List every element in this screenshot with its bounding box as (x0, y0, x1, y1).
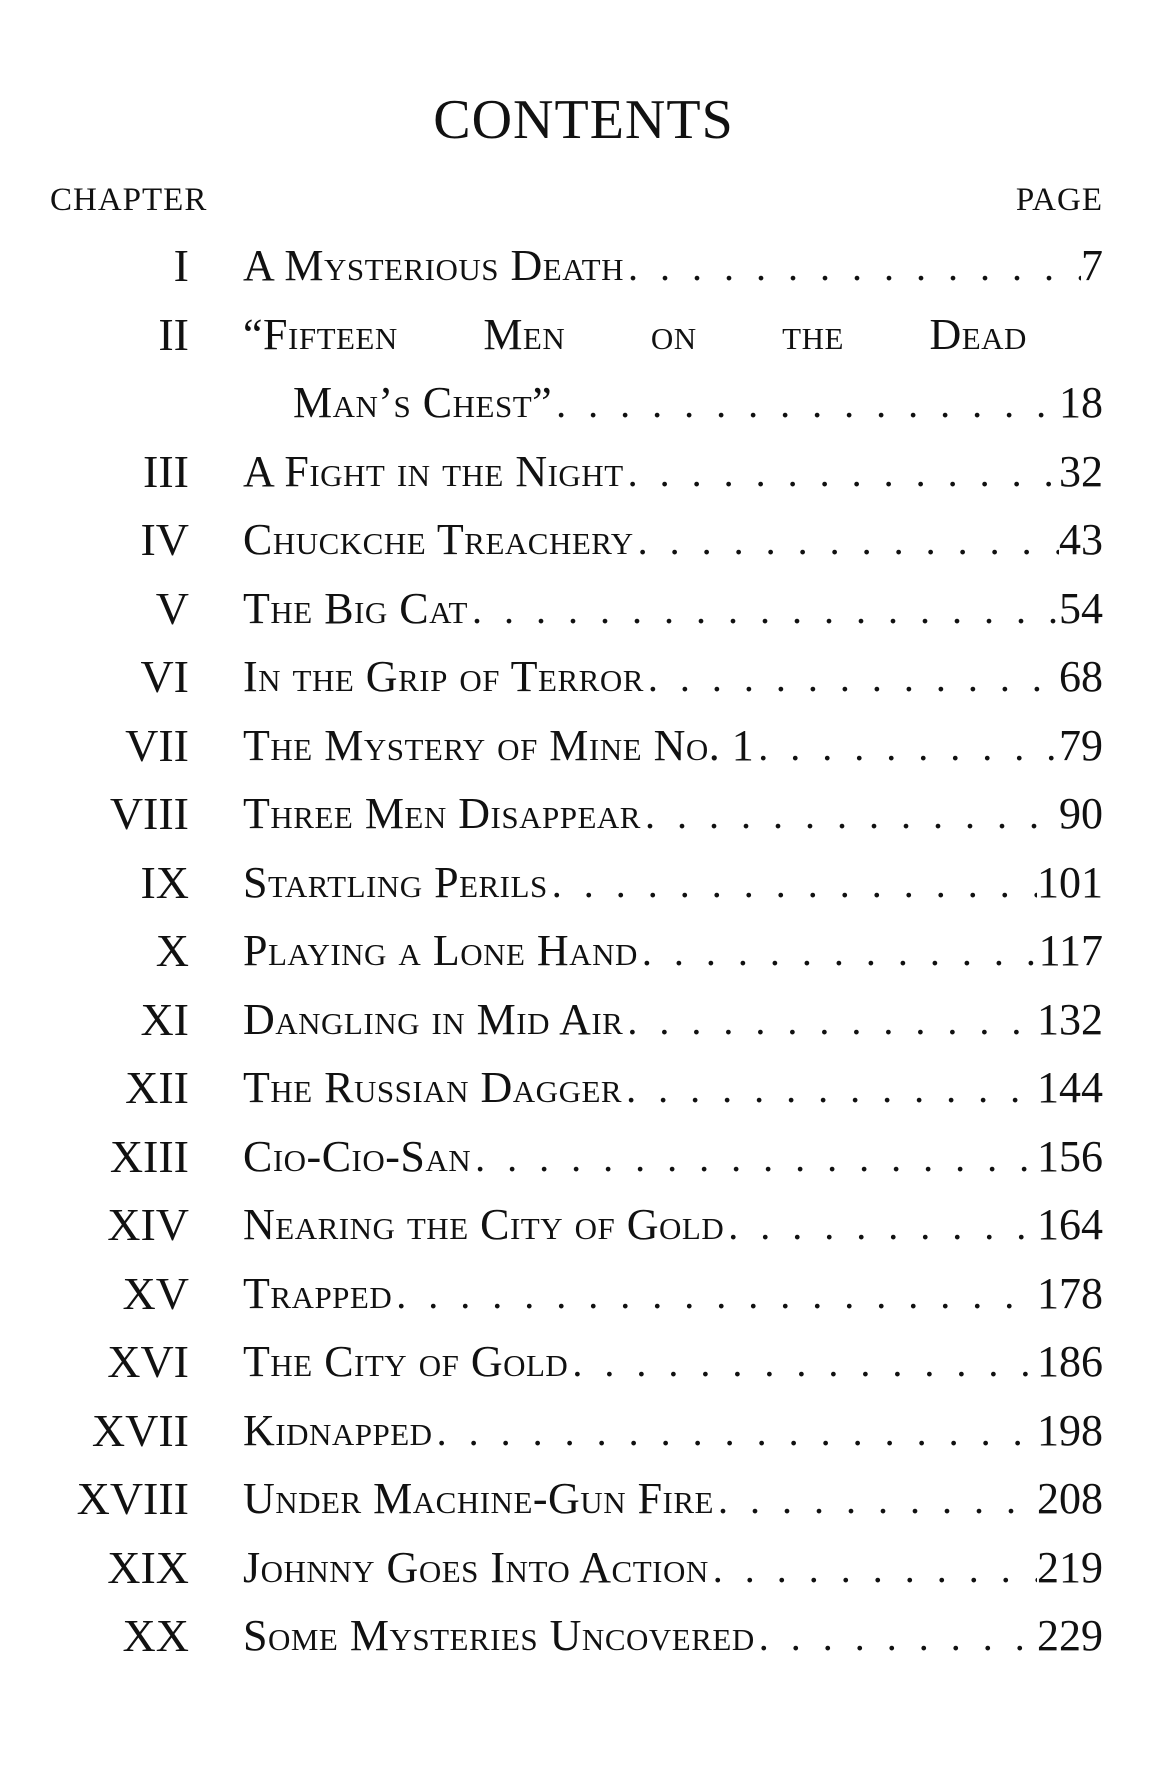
dot-leader (568, 1337, 1037, 1388)
contents-list (0, 232, 1167, 1671)
dot-leader (392, 1269, 1037, 1320)
dot-leader (634, 515, 1059, 566)
chapter-number: XVII (91, 1404, 189, 1456)
dot-leader (468, 584, 1059, 635)
dot-leader (754, 721, 1059, 772)
chapter-title: Nearing the City of Gold (243, 1200, 725, 1249)
page-number: 79 (1059, 720, 1103, 770)
page-number: 219 (1037, 1542, 1103, 1592)
chapter-title: Some Mysteries Uncovered (243, 1611, 755, 1660)
contents-entry[interactable] (0, 712, 1167, 781)
chapter-number: XIV (107, 1199, 189, 1250)
chapter-title-word: on (650, 309, 697, 359)
dot-leader (755, 1611, 1037, 1662)
dot-leader (471, 1132, 1037, 1183)
chapter-title: Under Machine-Gun Fire (243, 1474, 714, 1523)
chapter-title: The Mystery of Mine No. 1 (243, 720, 755, 770)
page-number: 144 (1037, 1063, 1103, 1112)
chapter-title: The Big Cat (243, 583, 468, 633)
chapter-number: II (158, 308, 189, 360)
page-number: 54 (1059, 583, 1103, 633)
contents-entry[interactable] (0, 438, 1167, 507)
dot-leader (548, 858, 1037, 909)
chapter-title: Kidnapped (243, 1405, 433, 1455)
chapter-number: I (173, 240, 189, 291)
chapter-title: Three Men Disappear (243, 789, 641, 838)
contents-entry[interactable] (0, 1123, 1167, 1192)
contents-entry[interactable] (0, 1328, 1167, 1397)
dot-leader (709, 1543, 1037, 1594)
contents-entry[interactable] (0, 1397, 1167, 1466)
chapter-title-word: “Fifteen (243, 309, 398, 359)
dot-leader (624, 447, 1059, 498)
chapter-title: Chuckche Treachery (243, 515, 634, 564)
page-number: 186 (1037, 1337, 1103, 1386)
page-number: 43 (1059, 515, 1103, 564)
contents-entry[interactable] (0, 849, 1167, 918)
chapter-number: III (143, 445, 189, 497)
chapter-number: XV (122, 1267, 189, 1319)
chapter-title-word: Men (483, 309, 566, 359)
chapter-title: Playing a Lone Hand (243, 926, 638, 975)
contents-entry[interactable] (0, 232, 1167, 301)
chapter-number: VIII (109, 788, 189, 839)
contents-entry[interactable] (0, 780, 1167, 849)
contents-entry[interactable] (0, 643, 1167, 712)
contents-entry[interactable] (0, 575, 1167, 644)
dot-leader (644, 652, 1059, 703)
page-number: 90 (1059, 789, 1103, 838)
chapter-title: A Mysterious Death (243, 241, 624, 290)
page-number: 208 (1037, 1474, 1103, 1523)
page-number: 32 (1059, 446, 1103, 496)
page-number: 101 (1037, 857, 1103, 907)
chapter-number: XVIII (76, 1473, 189, 1524)
dot-leader (624, 241, 1081, 292)
contents-entry[interactable] (0, 1534, 1167, 1603)
page-column-label: PAGE (1015, 182, 1103, 218)
page-number: 178 (1037, 1268, 1103, 1318)
chapter-title: Cio-Cio-San (243, 1131, 472, 1181)
chapter-title-word: Dead (929, 309, 1027, 359)
contents-entry[interactable] (0, 301, 1167, 438)
page-title: CONTENTS (433, 89, 734, 151)
chapter-number: XIII (109, 1130, 189, 1182)
page-number: 18 (1059, 377, 1103, 427)
dot-leader (641, 789, 1059, 840)
chapter-title: In the Grip of Terror (243, 652, 644, 701)
dot-leader (622, 1063, 1037, 1114)
page-number: 7 (1081, 241, 1103, 290)
chapter-title-word: the (782, 309, 844, 359)
contents-entry[interactable] (0, 1465, 1167, 1534)
chapter-column-label: CHAPTER (50, 182, 208, 218)
page-number: 198 (1037, 1405, 1103, 1455)
chapter-number: IV (140, 514, 189, 565)
chapter-number: XIX (107, 1541, 189, 1593)
page-number: 229 (1037, 1611, 1103, 1660)
dot-leader (623, 995, 1037, 1046)
chapter-number: XVI (107, 1336, 189, 1387)
chapter-title-continuation: Man’s Chest” (293, 377, 553, 427)
page-number: 68 (1059, 652, 1103, 701)
dot-leader (638, 926, 1039, 977)
chapter-number: X (155, 925, 189, 976)
contents-entry[interactable] (0, 986, 1167, 1055)
contents-entry[interactable] (0, 1260, 1167, 1329)
chapter-number: XX (122, 1610, 189, 1661)
chapter-number: V (155, 582, 189, 634)
chapter-title: Dangling in Mid Air (243, 994, 624, 1044)
page-number: 117 (1038, 926, 1103, 975)
page-number: 132 (1037, 994, 1103, 1044)
contents-entry[interactable] (0, 917, 1167, 986)
chapter-title: Johnny Goes Into Action (243, 1542, 709, 1592)
page-number: 164 (1037, 1200, 1103, 1249)
chapter-number: IX (140, 856, 189, 908)
chapter-number: VII (125, 719, 189, 771)
chapter-title: Startling Perils (243, 857, 548, 907)
chapter-title: A Fight in the Night (243, 446, 624, 496)
chapter-title: The City of Gold (243, 1337, 569, 1386)
contents-entry[interactable] (0, 1191, 1167, 1260)
dot-leader (433, 1406, 1037, 1457)
chapter-title: Trapped (243, 1268, 393, 1318)
page-number: 156 (1037, 1131, 1103, 1181)
dot-leader (724, 1200, 1037, 1251)
dot-leader (552, 378, 1059, 429)
chapter-number: XI (140, 993, 189, 1045)
contents-entry[interactable] (0, 1602, 1167, 1671)
chapter-number: VI (140, 651, 189, 702)
contents-entry[interactable] (0, 506, 1167, 575)
contents-entry[interactable] (0, 1054, 1167, 1123)
chapter-title: The Russian Dagger (243, 1063, 623, 1112)
dot-leader (714, 1474, 1037, 1525)
chapter-number: XII (125, 1062, 189, 1113)
